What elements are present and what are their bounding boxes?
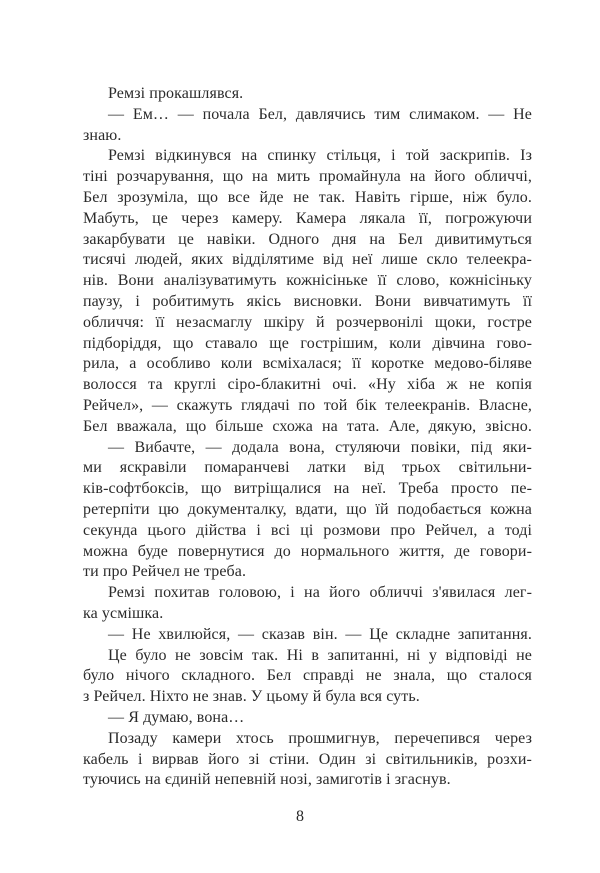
text-line: волосся та круглі сіро-блакитні очі. «Ну хіба ж не копія <box>83 376 532 394</box>
page-number: 8 <box>296 808 304 825</box>
text-line: обличчя: її незасмаглу шкіру й розчервонілі щоки, гостре <box>83 313 532 331</box>
text-line: ти про Рейчел не треба. <box>83 563 247 581</box>
text-line: — Ем… — почала Бел, давлячись тим слимаком. — Не <box>108 105 532 123</box>
text-line: ка усмішка. <box>83 604 164 622</box>
text-line: — Не хвилюйся, — сказав він. — Це складне запитання. <box>108 625 532 643</box>
text-line: — Я думаю, вона… <box>108 708 245 726</box>
text-line: рила, а особливо коли всміхалася; її коротке медово-біляве <box>83 355 532 373</box>
text-line: кабель і вирвав його зі стіни. Один зі світильників, розхи- <box>83 750 532 768</box>
text-line: Ремзі похитав головою, і на його обличчі з'явилася лег- <box>108 584 532 602</box>
text-line: Це було не зовсім так. Ні в запитанні, ні у відповіді не <box>108 646 532 664</box>
text-line: підборіддя, що ставало ще гострішим, коли дівчина гово- <box>83 334 532 352</box>
text-line: ків-софтбоксів, що витріщалися на неї. Треба просто пе- <box>83 480 532 498</box>
page-body <box>83 84 532 791</box>
text-line: можна буде повернутися до нормального життя, де говори- <box>83 542 532 560</box>
text-line: закарбувати це навіки. Одного дня на Бел дивитимуться <box>83 230 532 248</box>
text-line: паузу, і робитимуть якісь висновки. Вони вивчатимуть її <box>83 292 532 310</box>
text-line: тіні розчарування, що на мить промайнула на його обличчі, <box>83 168 532 186</box>
text-line: Ремзі відкинувся на спинку стільця, і той заскрипів. Із <box>108 147 532 165</box>
text-line: Бел зрозуміла, що все йде не так. Навіть гірше, ніж було. <box>83 188 532 206</box>
text-line: ретерпіти цю документалку, вдати, що їй подобається кожна <box>83 500 532 518</box>
text-line: секунда цього дійства і всі ці розмови про Рейчел, а тоді <box>83 521 532 539</box>
text-line: тисячі людей, яких відділятиме від неї лише скло телеекра- <box>83 251 532 269</box>
text-line: з Рейчел. Ніхто не знав. У цьому й була вся суть. <box>83 688 420 706</box>
text-line: Мабуть, це через камеру. Камера лякала її, погрожуючи <box>83 209 532 227</box>
text-line: Позаду камери хтось прошмигнув, перечепився через <box>108 729 532 747</box>
text-line: нів. Вони аналізуватимуть кожнісіньке її слово, кожнісіньку <box>83 272 532 290</box>
text-line: знаю. <box>83 126 122 144</box>
text-line: — Вибачте, — додала вона, стуляючи повіки, під яки- <box>108 438 532 456</box>
text-line: Рейчел», — скажуть глядачі по той бік телеекранів. Власне, <box>83 396 532 414</box>
text-line: Бел вважала, що більше схожа на тата. Але, дякую, звісно. <box>83 417 532 435</box>
text-line: було нічого складного. Бел справді не знала, що сталося <box>83 667 532 685</box>
text-line: туючись на єдиній непевній нозі, замиготів і згаснув. <box>83 771 451 789</box>
text-line: ми яскравіли помаранчеві латки від трьох світильни- <box>83 459 532 477</box>
text-line: Ремзі прокашлявся. <box>108 85 244 102</box>
